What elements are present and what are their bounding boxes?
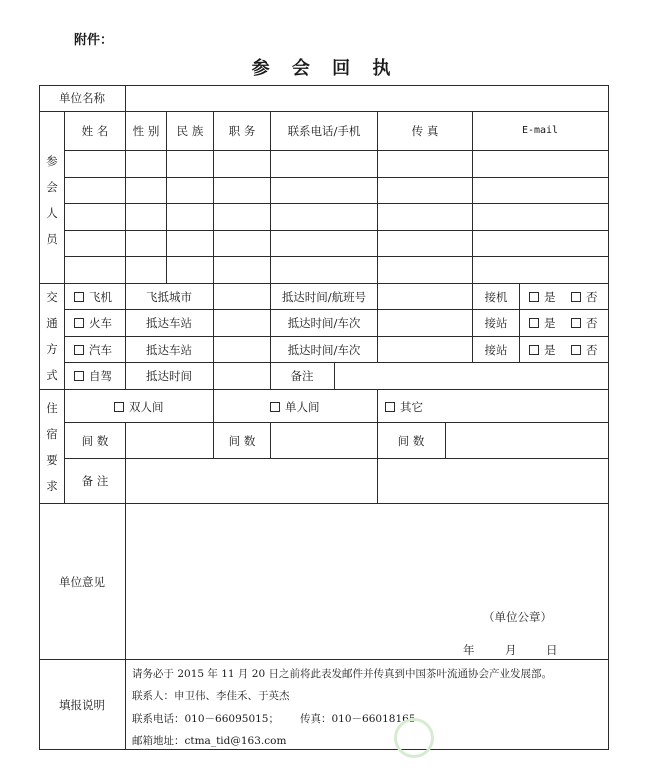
lodging-double-option[interactable]: 双人间 — [114, 400, 164, 414]
date-day-label: 日 — [546, 643, 558, 657]
transport-plane-option[interactable]: 飞机 — [74, 290, 112, 304]
page-title: 参 会 回 执 — [251, 58, 399, 79]
header-name: 姓 名 — [81, 124, 109, 138]
header-fax: 传 真 — [411, 124, 439, 138]
company-name-field[interactable] — [126, 86, 608, 111]
room-count-label: 间 数 — [81, 434, 109, 448]
attendees-section-label: 参 会 人 员 — [46, 154, 58, 246]
transport-section-label: 交 通 方 式 — [46, 290, 58, 382]
pickup-no-option[interactable]: 否 — [571, 343, 598, 357]
station-pickup-label: 接站 — [484, 343, 508, 357]
watermark-logo-icon — [394, 718, 434, 758]
company-stamp-label: （单位公章） — [483, 610, 552, 624]
instructions-fax: 传真：010－66018165 — [300, 713, 416, 725]
checkbox-icon[interactable] — [571, 345, 581, 355]
attendee-row[interactable] — [65, 204, 608, 230]
checkbox-icon[interactable] — [529, 292, 539, 302]
pickup-yes-option[interactable]: 是 — [529, 290, 556, 304]
attendee-row[interactable] — [65, 151, 608, 177]
room-count-label: 间 数 — [228, 434, 256, 448]
instructions-label: 填报说明 — [59, 698, 105, 712]
checkbox-icon[interactable] — [114, 402, 124, 412]
checkbox-icon[interactable] — [571, 292, 581, 302]
checkbox-icon[interactable] — [270, 402, 280, 412]
pickup-no-option[interactable]: 否 — [571, 316, 598, 330]
arrival-city-label: 飞抵城市 — [146, 290, 192, 304]
checkbox-icon[interactable] — [74, 292, 84, 302]
header-email: E-mail — [521, 125, 559, 136]
arrival-bus-label: 抵达时间/车次 — [287, 343, 361, 357]
arrival-train-label: 抵达时间/车次 — [287, 316, 361, 330]
attendee-row[interactable] — [65, 257, 608, 283]
header-phone: 联系电话/手机 — [287, 124, 361, 138]
checkbox-icon[interactable] — [571, 318, 581, 328]
checkbox-icon[interactable] — [529, 318, 539, 328]
transport-drive-option[interactable]: 自驾 — [74, 369, 112, 383]
arrival-flight-label: 抵达时间/航班号 — [281, 290, 367, 304]
pickup-yes-option[interactable]: 是 — [529, 343, 556, 357]
opinion-label: 单位意见 — [59, 575, 105, 589]
lodging-single-option[interactable]: 单人间 — [270, 400, 320, 414]
checkbox-icon[interactable] — [74, 371, 84, 381]
attendee-row[interactable] — [65, 178, 608, 203]
transport-bus-option[interactable]: 汽车 — [74, 343, 112, 357]
attachment-label: 附件： — [74, 33, 114, 48]
lodging-remark-label: 备 注 — [81, 474, 109, 488]
lodging-other-option[interactable]: 其它 — [385, 400, 423, 414]
transport-remark-label: 备注 — [290, 369, 314, 383]
date-year-label: 年 — [463, 643, 475, 657]
station-pickup-label: 接站 — [484, 316, 508, 330]
checkbox-icon[interactable] — [385, 402, 395, 412]
arrival-station-label: 抵达车站 — [146, 316, 192, 330]
date-month-label: 月 — [505, 643, 517, 657]
lodging-section-label: 住 宿 要 求 — [46, 401, 58, 493]
airport-pickup-label: 接机 — [484, 290, 508, 304]
checkbox-icon[interactable] — [529, 345, 539, 355]
header-position: 职 务 — [228, 124, 256, 138]
arrival-time-label: 抵达时间 — [146, 369, 192, 383]
pickup-no-option[interactable]: 否 — [571, 290, 598, 304]
instructions-deadline: 请务必于 2015 年 11 月 20 日之前将此表发邮件并传真到中国茶叶流通协会产业发展部。 — [132, 668, 552, 680]
attendee-row[interactable] — [65, 231, 608, 256]
opinion-field[interactable] — [126, 504, 608, 659]
transport-train-option[interactable]: 火车 — [74, 316, 112, 330]
instructions-phone: 联系电话：010－66095015； — [132, 713, 279, 725]
checkbox-icon[interactable] — [74, 345, 84, 355]
instructions-contacts: 联系人：申卫伟、李佳禾、于英杰 — [132, 690, 290, 702]
instructions-email: 邮箱地址：ctma_tid@163.com — [132, 735, 287, 747]
arrival-station-label: 抵达车站 — [146, 343, 192, 357]
header-ethnicity: 民 族 — [176, 124, 204, 138]
company-name-label: 单位名称 — [59, 91, 105, 105]
checkbox-icon[interactable] — [74, 318, 84, 328]
header-gender: 性 别 — [132, 124, 160, 138]
room-count-label: 间 数 — [397, 434, 425, 448]
pickup-yes-option[interactable]: 是 — [529, 316, 556, 330]
